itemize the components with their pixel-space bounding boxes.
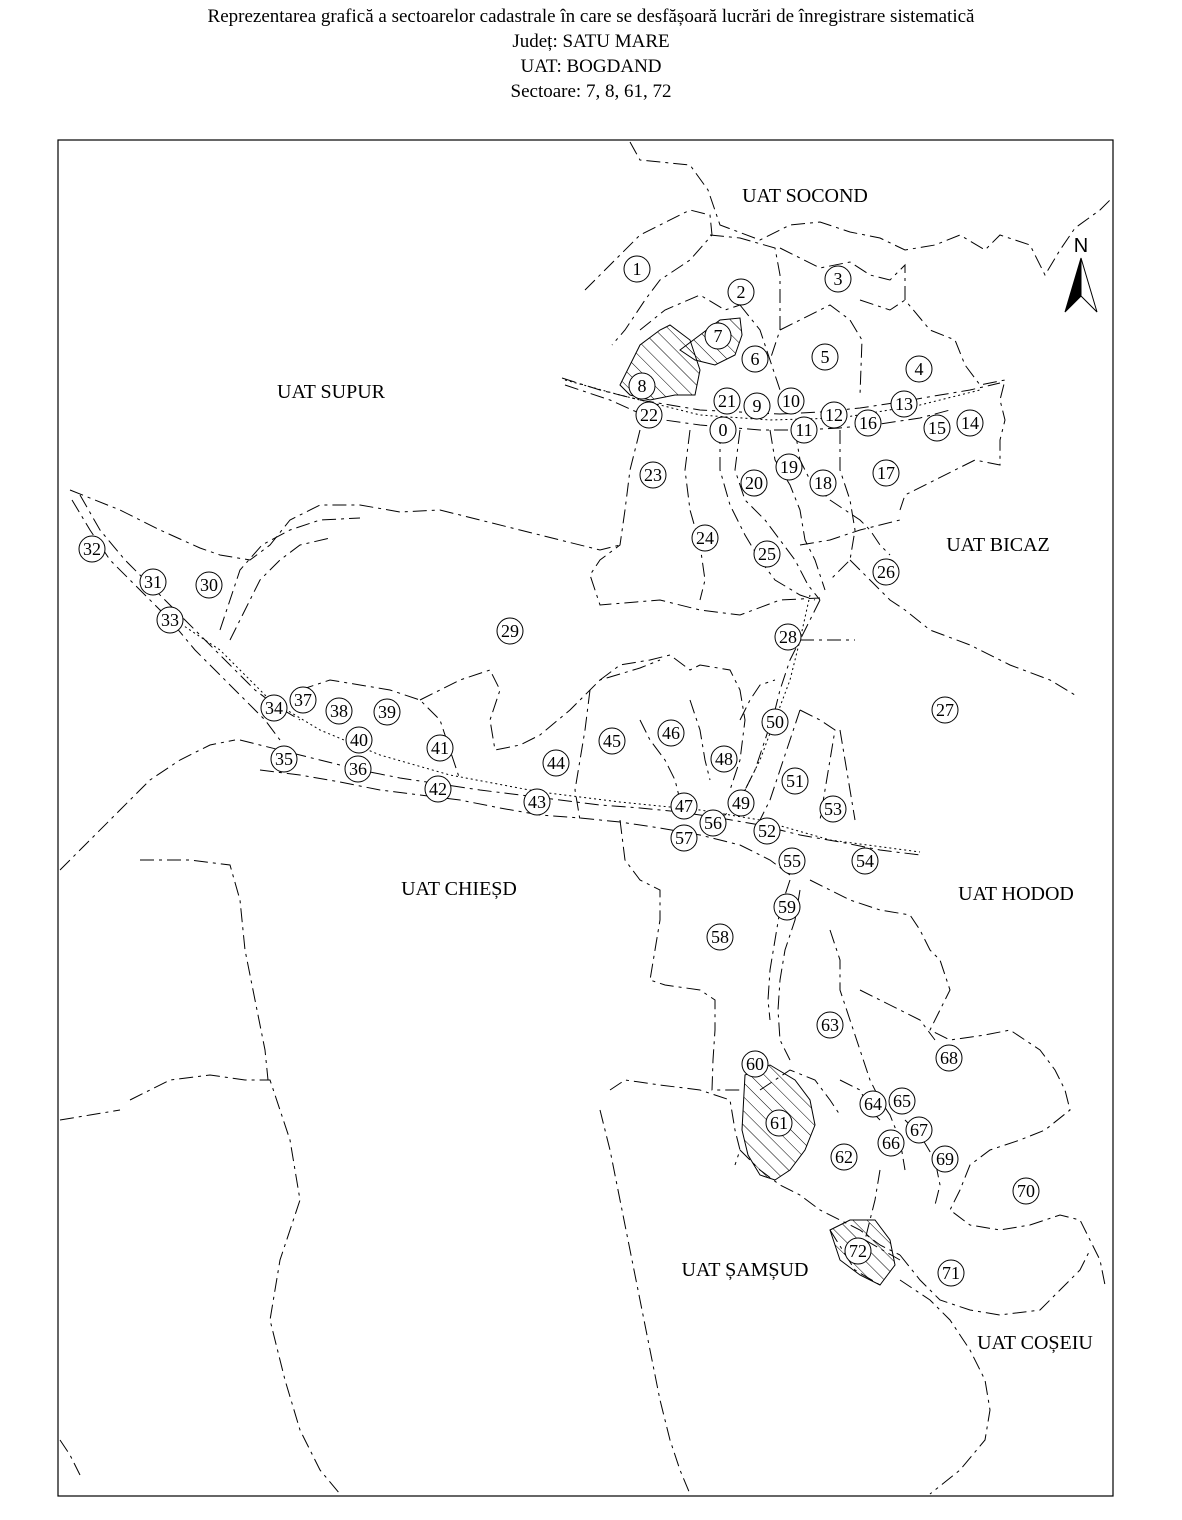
sector-marker-30	[196, 572, 222, 598]
uat-line: UAT: BOGDAND	[520, 56, 662, 77]
sector-marker-71	[938, 1260, 964, 1286]
sector-marker-41	[427, 735, 453, 761]
sector-marker-26	[873, 559, 899, 585]
sector-marker-1	[624, 256, 650, 282]
sector-marker-56	[700, 810, 726, 836]
sector-label-5: 5	[820, 347, 830, 367]
sector-label-11: 11	[795, 420, 813, 440]
sector-label-44: 44	[547, 753, 565, 773]
sector-marker-33	[157, 607, 183, 633]
sector-label-52: 52	[758, 821, 776, 841]
sector-label-57: 57	[675, 828, 693, 848]
sector-label-58: 58	[711, 927, 729, 947]
sector-marker-55	[779, 848, 805, 874]
road-lines	[160, 380, 980, 852]
sector-label-42: 42	[429, 779, 447, 799]
sector-label-62: 62	[835, 1147, 853, 1167]
sector-label-29: 29	[501, 621, 519, 641]
sector-marker-15	[924, 415, 950, 441]
sector-label-2: 2	[736, 282, 746, 302]
sector-marker-14	[957, 410, 983, 436]
sector-marker-8	[629, 373, 655, 399]
sector-marker-63	[817, 1012, 843, 1038]
sector-label-65: 65	[893, 1091, 911, 1111]
sector-marker-7	[705, 323, 731, 349]
sector-label-4: 4	[914, 359, 924, 379]
sector-marker-11	[791, 417, 817, 443]
sector-marker-10	[778, 388, 804, 414]
sector-marker-61	[766, 1110, 792, 1136]
sector-label-28: 28	[779, 627, 797, 647]
sector-label-36: 36	[349, 759, 367, 779]
highlighted-sectors	[620, 318, 895, 1285]
sector-label-49: 49	[732, 793, 750, 813]
sector-marker-50	[762, 709, 788, 735]
sector-marker-19	[776, 454, 802, 480]
sector-label-69: 69	[936, 1149, 954, 1169]
uat-label-samsud: UAT ȘAMȘUD	[681, 1259, 809, 1281]
sector-marker-47	[671, 793, 697, 819]
sector-marker-39	[374, 699, 400, 725]
sector-marker-25	[754, 541, 780, 567]
sector-marker-3	[825, 266, 851, 292]
sector-marker-22	[636, 402, 662, 428]
sector-label-3: 3	[833, 269, 843, 289]
sector-marker-40	[346, 727, 372, 753]
sector-marker-68	[936, 1045, 962, 1071]
sector-label-60: 60	[746, 1054, 764, 1074]
north-letter: N	[1073, 235, 1089, 257]
sector-marker-38	[326, 698, 352, 724]
sector-label-25: 25	[758, 544, 776, 564]
sector-label-26: 26	[877, 562, 895, 582]
sector-label-64: 64	[864, 1094, 882, 1114]
sector-marker-28	[775, 624, 801, 650]
sector-label-54: 54	[856, 851, 874, 871]
sector-marker-66	[878, 1130, 904, 1156]
sector-marker-18	[810, 470, 836, 496]
sector-label-32: 32	[83, 539, 101, 559]
sector-label-8: 8	[637, 376, 647, 396]
north-arrow-right-half	[1081, 258, 1097, 312]
sector-marker-69	[932, 1146, 958, 1172]
sector-markers	[79, 256, 1039, 1286]
sector-label-14: 14	[961, 413, 979, 433]
sector-marker-6	[742, 346, 768, 372]
sector-label-51: 51	[786, 771, 804, 791]
sector-label-67: 67	[910, 1120, 928, 1140]
north-arrow-left-half	[1065, 258, 1081, 312]
sector-label-18: 18	[814, 473, 832, 493]
sector-label-16: 16	[859, 413, 877, 433]
sector-label-19: 19	[780, 457, 798, 477]
sector-label-22: 22	[640, 405, 658, 425]
sector-marker-32	[79, 536, 105, 562]
sector-marker-27	[932, 697, 958, 723]
north-arrow	[1065, 235, 1097, 312]
sector-label-7: 7	[713, 326, 723, 346]
sector-label-45: 45	[603, 731, 621, 751]
sector-label-41: 41	[431, 738, 449, 758]
sector-label-24: 24	[696, 528, 714, 548]
sector-label-38: 38	[330, 701, 348, 721]
sector-marker-31	[140, 569, 166, 595]
sector-label-53: 53	[824, 799, 842, 819]
map-frame	[58, 140, 1113, 1496]
sector-label-27: 27	[936, 700, 954, 720]
sector-marker-21	[714, 388, 740, 414]
sector-marker-13	[891, 391, 917, 417]
sector-marker-44	[543, 750, 569, 776]
sector-marker-48	[711, 746, 737, 772]
sector-label-23: 23	[644, 465, 662, 485]
sector-label-35: 35	[275, 749, 293, 769]
sector-marker-0	[710, 417, 736, 443]
sector-marker-57	[671, 825, 697, 851]
sector-label-37: 37	[294, 690, 312, 710]
sector-label-72: 72	[849, 1241, 867, 1261]
sector-label-9: 9	[752, 396, 762, 416]
sector-marker-2	[728, 279, 754, 305]
sector-label-61: 61	[770, 1113, 788, 1133]
sector-marker-23	[640, 462, 666, 488]
sector-marker-67	[906, 1117, 932, 1143]
uat-label-bicaz: UAT BICAZ	[946, 534, 1050, 556]
sector-label-59: 59	[778, 897, 796, 917]
sector-marker-4	[906, 356, 932, 382]
sector-label-47: 47	[675, 796, 693, 816]
sector-label-40: 40	[350, 730, 368, 750]
sector-label-39: 39	[378, 702, 396, 722]
sector-marker-42	[425, 776, 451, 802]
sector-marker-54	[852, 848, 878, 874]
sector-label-43: 43	[528, 792, 546, 812]
map-title: Reprezentarea grafică a sectoarelor cadastrale în care se desfășoară lucrări de înregistrare sistematică	[207, 6, 975, 27]
sector-label-0: 0	[718, 420, 728, 440]
sector-marker-9	[744, 393, 770, 419]
sector-marker-5	[812, 344, 838, 370]
sector-marker-60	[742, 1051, 768, 1077]
sector-marker-46	[658, 720, 684, 746]
sector-marker-43	[524, 789, 550, 815]
sector-marker-24	[692, 525, 718, 551]
sector-label-33: 33	[161, 610, 179, 630]
uat-label-coseiu: UAT COȘEIU	[977, 1332, 1093, 1354]
sector-marker-35	[271, 746, 297, 772]
sector-marker-53	[820, 796, 846, 822]
sector-marker-51	[782, 768, 808, 794]
sector-label-70: 70	[1017, 1181, 1035, 1201]
sector-marker-37	[290, 687, 316, 713]
uat-label-socond: UAT SOCOND	[742, 185, 868, 207]
sector-label-34: 34	[265, 698, 283, 718]
sector-label-56: 56	[704, 813, 722, 833]
county-line: Județ: SATU MARE	[512, 31, 670, 52]
sector-marker-45	[599, 728, 625, 754]
sector-marker-49	[728, 790, 754, 816]
sector-label-68: 68	[940, 1048, 958, 1068]
sector-marker-52	[754, 818, 780, 844]
sector-label-12: 12	[825, 405, 843, 425]
sector-label-55: 55	[783, 851, 801, 871]
sector-marker-58	[707, 924, 733, 950]
sector-label-21: 21	[718, 391, 736, 411]
sector-marker-16	[855, 410, 881, 436]
sector-marker-36	[345, 756, 371, 782]
sector-marker-65	[889, 1088, 915, 1114]
sector-marker-12	[821, 402, 847, 428]
sector-label-15: 15	[928, 418, 946, 438]
sector-label-1: 1	[632, 259, 642, 279]
sector-label-63: 63	[821, 1015, 839, 1035]
uat-label-hodod: UAT HODOD	[958, 883, 1074, 905]
sector-marker-34	[261, 695, 287, 721]
sector-label-48: 48	[715, 749, 733, 769]
sector-label-20: 20	[745, 473, 763, 493]
sector-label-6: 6	[750, 349, 760, 369]
uat-label-supur: UAT SUPUR	[277, 381, 385, 403]
sector-marker-17	[873, 460, 899, 486]
sector-label-31: 31	[144, 572, 162, 592]
uat-label-chiesd: UAT CHIEȘD	[401, 878, 517, 900]
sector-label-30: 30	[200, 575, 218, 595]
sector-label-46: 46	[662, 723, 680, 743]
sector-marker-29	[497, 618, 523, 644]
sector-marker-59	[774, 894, 800, 920]
sector-marker-64	[860, 1091, 886, 1117]
sector-label-66: 66	[882, 1133, 900, 1153]
sector-label-50: 50	[766, 712, 784, 732]
sector-label-17: 17	[877, 463, 895, 483]
sectors-line: Sectoare: 7, 8, 61, 72	[510, 81, 672, 102]
sector-label-71: 71	[942, 1263, 960, 1283]
boundary-lines	[60, 142, 1110, 1494]
sector-marker-70	[1013, 1178, 1039, 1204]
sector-marker-20	[741, 470, 767, 496]
sector-label-10: 10	[782, 391, 800, 411]
sector-marker-62	[831, 1144, 857, 1170]
sector-marker-72	[845, 1238, 871, 1264]
sector-label-13: 13	[895, 394, 913, 414]
